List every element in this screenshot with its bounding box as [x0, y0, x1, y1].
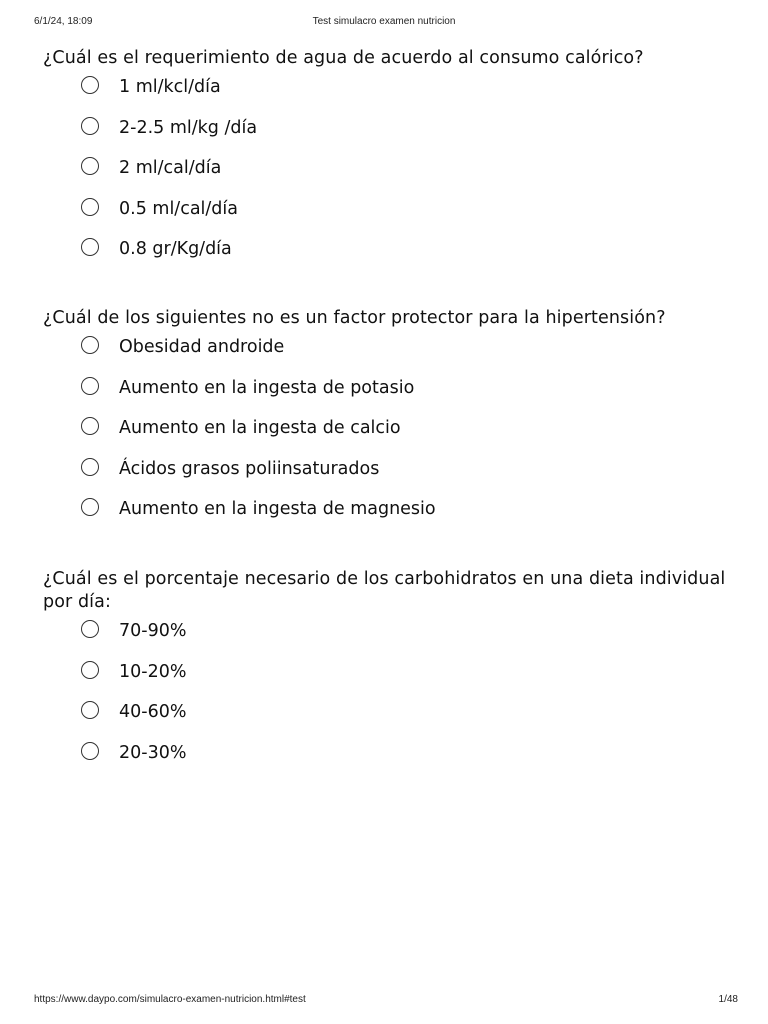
answer-label: 70-90% — [119, 621, 187, 641]
radio-button[interactable] — [81, 417, 99, 435]
question-1 — [43, 47, 733, 279]
radio-button[interactable] — [81, 458, 99, 476]
radio-button[interactable] — [81, 701, 99, 719]
radio-button[interactable] — [81, 336, 99, 354]
answer-label: Aumento en la ingesta de magnesio — [119, 499, 436, 519]
answer-option[interactable] — [81, 238, 733, 279]
answer-label: 2 ml/cal/día — [119, 158, 222, 178]
question-1-options — [43, 76, 733, 279]
radio-button[interactable] — [81, 742, 99, 760]
answer-label: 1 ml/kcl/día — [119, 77, 221, 97]
print-datetime: 6/1/24, 18:09 — [34, 16, 93, 27]
answer-label: Aumento en la ingesta de potasio — [119, 377, 415, 398]
answer-label: 20-30% — [119, 742, 187, 763]
radio-button[interactable] — [81, 620, 99, 638]
answer-option[interactable] — [81, 336, 733, 377]
question-3-options — [43, 620, 733, 782]
print-title: Test simulacro examen nutricion — [312, 16, 456, 27]
answer-option[interactable] — [81, 620, 733, 661]
print-url: https://www.daypo.com/simulacro-examen-nutricion.html#test — [34, 994, 306, 1005]
answer-option[interactable] — [81, 742, 733, 783]
question-2-options — [43, 336, 733, 539]
answer-option[interactable] — [81, 76, 733, 117]
answer-option[interactable] — [81, 377, 733, 418]
answer-label: Ácidos grasos poliinsaturados — [119, 458, 380, 479]
radio-button[interactable] — [81, 117, 99, 135]
answer-option[interactable] — [81, 498, 733, 539]
answer-label: 2-2.5 ml/kg /día — [119, 117, 258, 138]
answer-option[interactable] — [81, 701, 733, 742]
answer-label: 0.8 gr/Kg/día — [119, 239, 232, 259]
answer-label: Aumento en la ingesta de calcio — [119, 418, 401, 438]
answer-option[interactable] — [81, 458, 733, 499]
question-2-text: ¿Cuál de los siguientes no es un factor protector para la hipertensión? — [43, 308, 666, 328]
radio-button[interactable] — [81, 157, 99, 175]
answer-option[interactable] — [81, 157, 733, 198]
radio-button[interactable] — [81, 498, 99, 516]
answer-label: Obesidad androide — [119, 337, 285, 357]
answer-label: 40-60% — [119, 702, 187, 722]
radio-button[interactable] — [81, 238, 99, 256]
answer-label: 10-20% — [119, 661, 187, 682]
radio-button[interactable] — [81, 198, 99, 216]
answer-option[interactable] — [81, 661, 733, 702]
print-footer — [0, 994, 768, 1008]
question-2 — [43, 307, 733, 539]
answer-option[interactable] — [81, 417, 733, 458]
question-3 — [43, 568, 733, 782]
print-header — [0, 16, 768, 30]
question-1-text: ¿Cuál es el requerimiento de agua de acuerdo al consumo calórico? — [43, 48, 644, 68]
answer-label: 0.5 ml/cal/día — [119, 198, 238, 219]
radio-button[interactable] — [81, 76, 99, 94]
page-number: 1/48 — [718, 994, 738, 1005]
question-3-text: ¿Cuál es el porcentaje necesario de los carbohidratos en una dieta individual por día: — [43, 569, 726, 612]
radio-button[interactable] — [81, 377, 99, 395]
radio-button[interactable] — [81, 661, 99, 679]
answer-option[interactable] — [81, 117, 733, 158]
answer-option[interactable] — [81, 198, 733, 239]
